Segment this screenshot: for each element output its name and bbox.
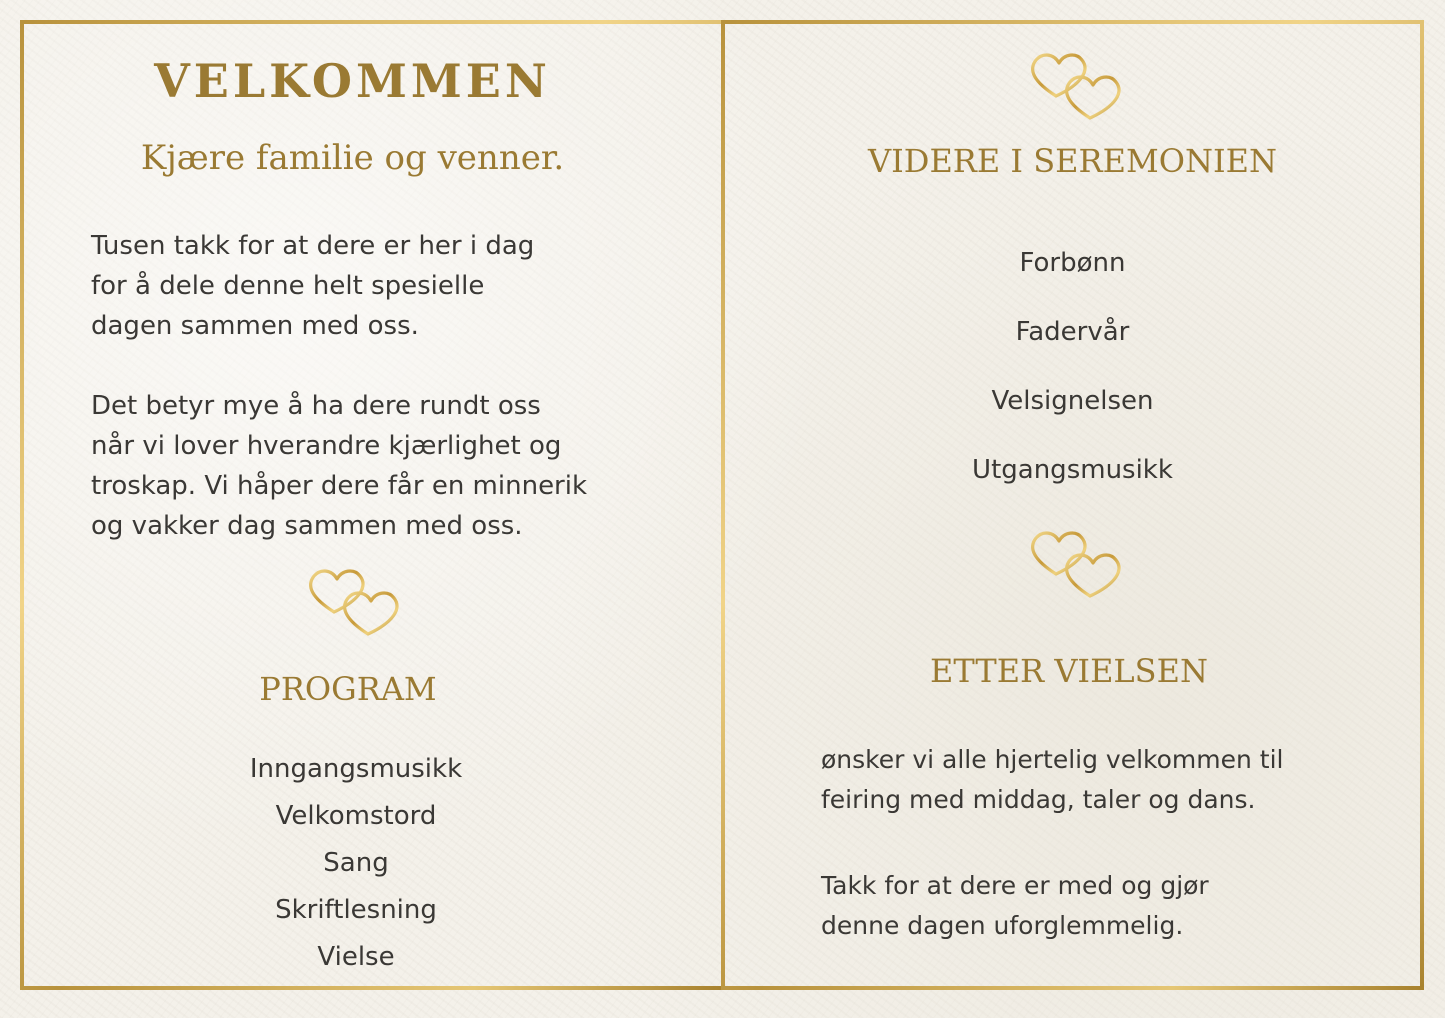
- list-item: Vielse: [317, 942, 395, 972]
- right-panel: [721, 20, 1424, 990]
- welcome-paragraph-1: Tusen takk for at dere er her i dag for å dele denne helt spesielle dagen sammen med oss.: [91, 231, 535, 341]
- list-item: Forbønn: [1019, 248, 1126, 278]
- welcome-paragraph-2: Det betyr mye å ha dere rundt oss når vi lover hverandre kjærlighet og troskap. Vi håper dere får en minnerik og vakker dag sammen med oss.: [91, 391, 588, 541]
- ceremony-heading: VIDERE I SEREMONIEN: [868, 142, 1277, 180]
- list-item: Sang: [323, 848, 389, 878]
- list-item: Utgangsmusikk: [972, 455, 1173, 485]
- interlocking-hearts-icon: [1026, 48, 1126, 128]
- left-panel: [20, 20, 725, 990]
- welcome-title: VELKOMMEN: [154, 54, 551, 108]
- list-item: Velsignelsen: [991, 386, 1154, 416]
- interlocking-hearts-icon: [1026, 526, 1126, 606]
- interlocking-hearts-icon: [304, 564, 404, 644]
- program-heading: PROGRAM: [259, 670, 437, 708]
- greeting: Kjære familie og venner.: [140, 138, 565, 178]
- list-item: Velkomstord: [275, 801, 437, 831]
- after-paragraph-2: Takk for at dere er med og gjør denne dagen uforglemmelig.: [821, 871, 1209, 940]
- ceremony-list: [725, 229, 1420, 505]
- list-item: Fadervår: [1015, 317, 1130, 347]
- after-paragraph-1: ønsker vi alle hjertelig velkommen til feiring med middag, taler og dans.: [821, 745, 1284, 814]
- list-item: Inngangsmusikk: [249, 754, 463, 784]
- program-list: [24, 746, 688, 981]
- list-item: Skriftlesning: [275, 895, 437, 925]
- after-ceremony-heading: ETTER VIELSEN: [930, 652, 1208, 690]
